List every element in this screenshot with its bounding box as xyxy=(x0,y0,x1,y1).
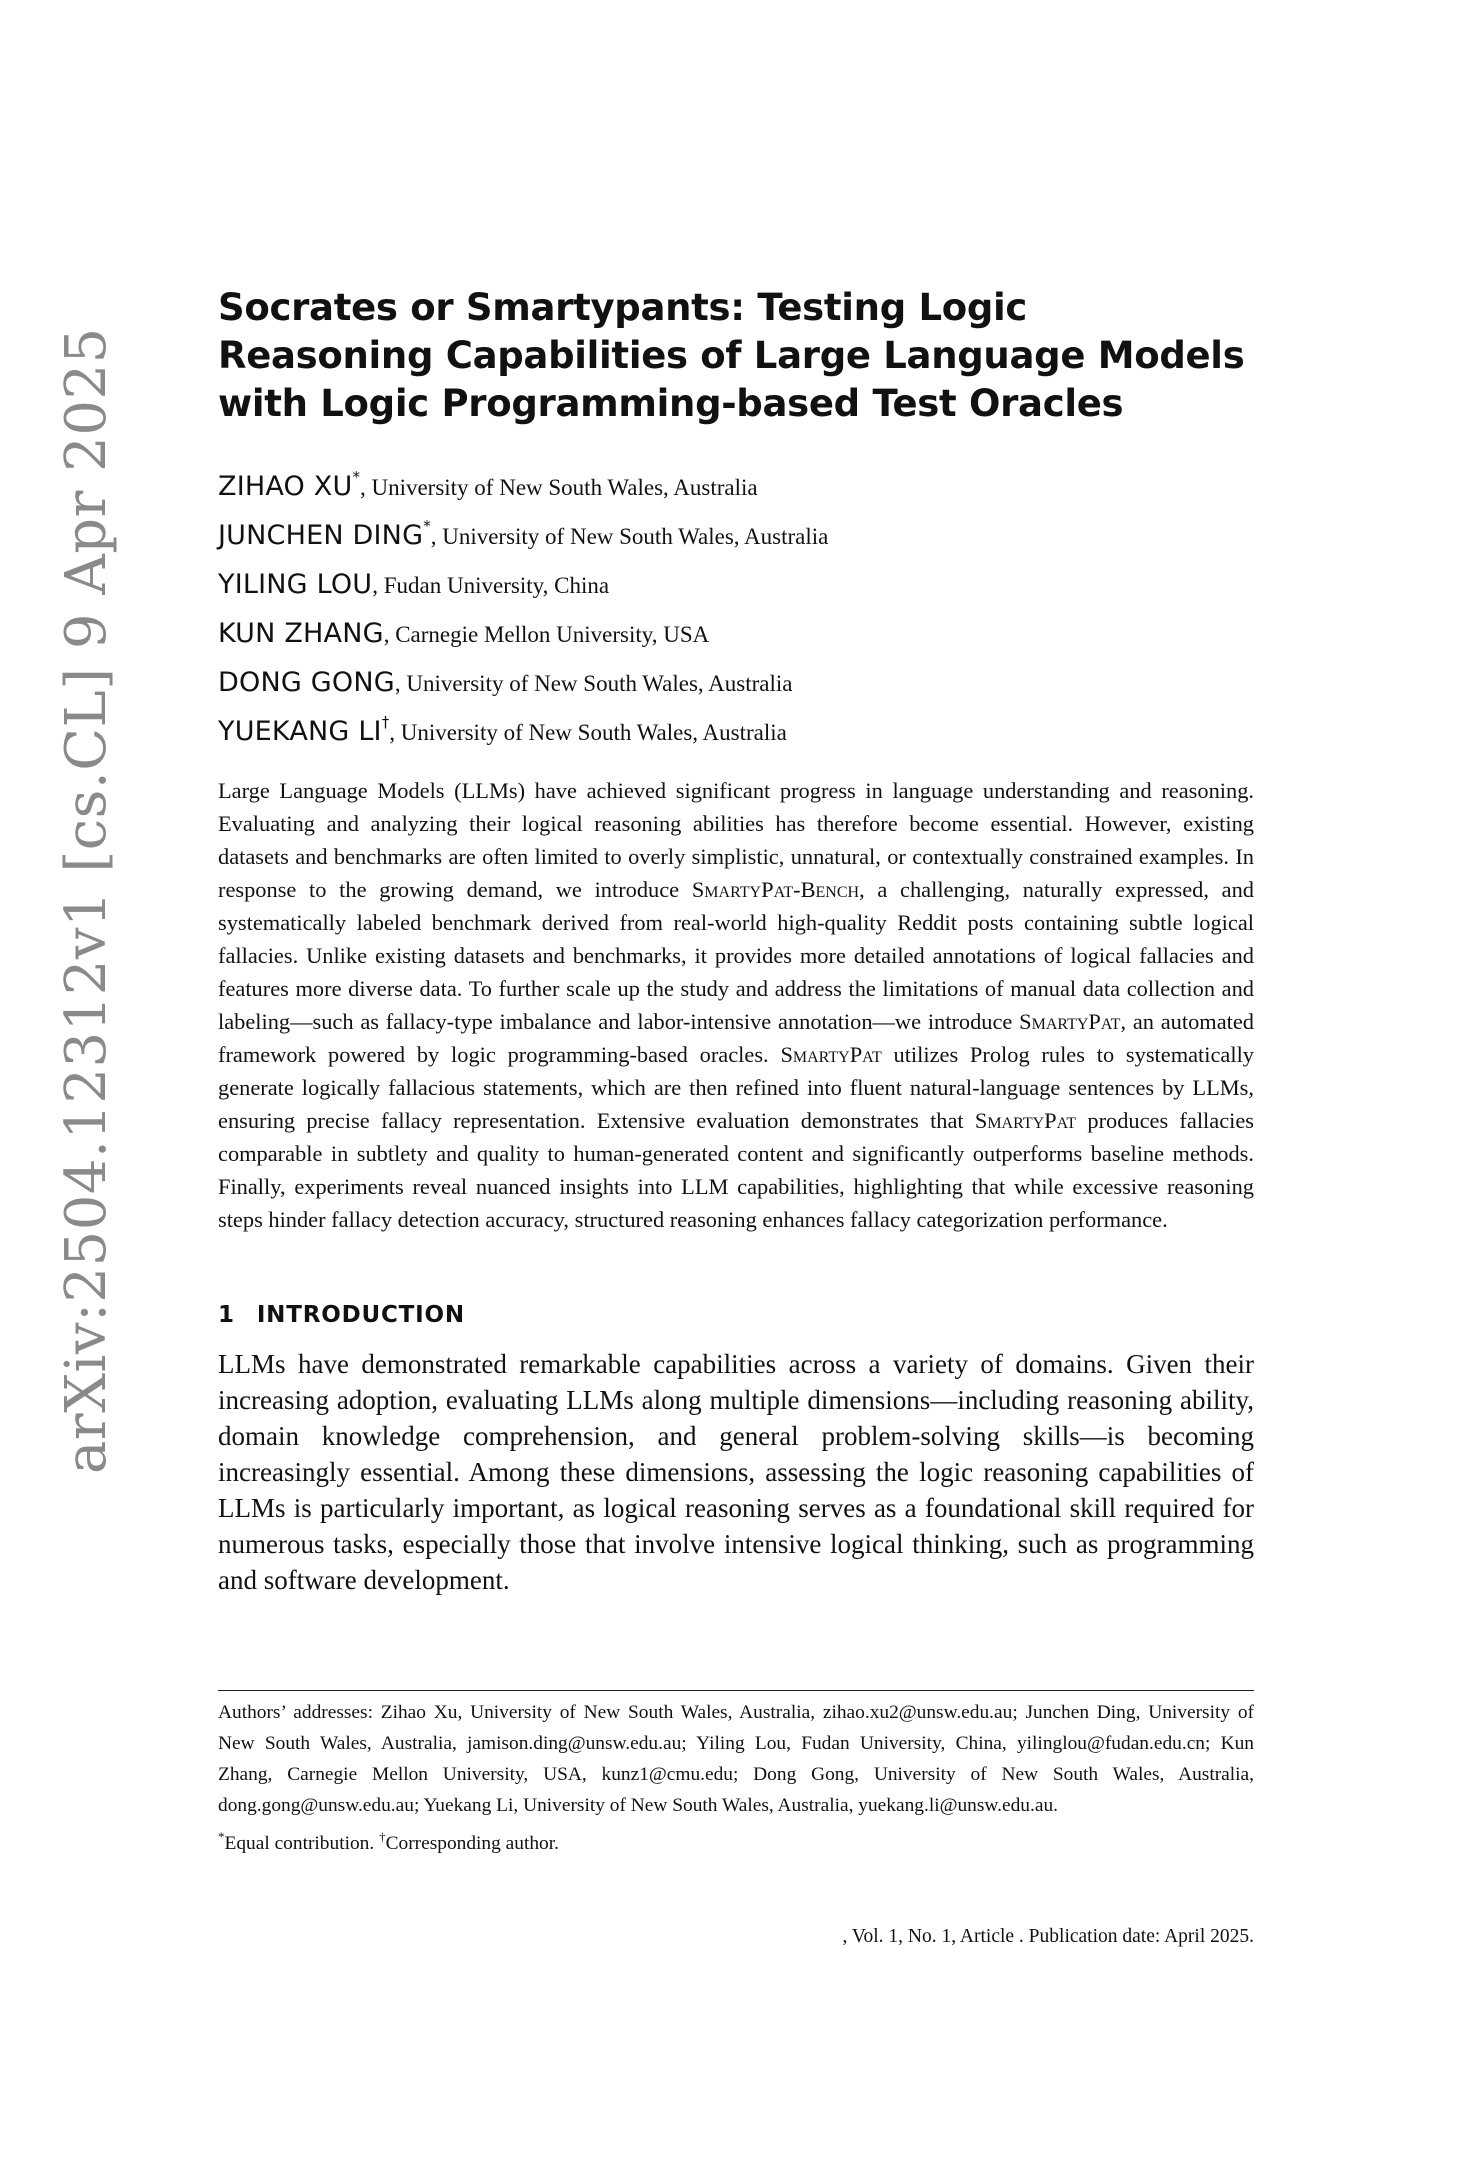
author-name: KUN ZHANG xyxy=(218,618,384,649)
section-title: INTRODUCTION xyxy=(256,1302,465,1328)
introduction xyxy=(218,1346,1254,1598)
author-name: ZIHAO XU xyxy=(218,471,353,502)
abstract-text: , a challenging, naturally expressed, and systematically labeled benchmark derived from real-world high-quality Reddit posts containing subtle logical fallacies. Unlike existing datasets and benchmarks, it provides more detailed annotations of logical fallacies and features more diverse data. To further scale up the study and address the limitations of manual data collection and labeling—such as fallacy-type imbalance and labor-intensive annotation—we introduce xyxy=(218,877,1254,1034)
author-addresses-footnote: Authors’ addresses: Zihao Xu, University of New South Wales, Australia, zihao.xu2@unsw.edu.au; Junchen Ding, University of New South Wales, Australia, jamison.ding@unsw.edu.au; Yiling Lou, Fudan University, China, yilinglou@fudan.edu.cn; Kun Zhang, Carnegie Mellon University, USA, kunz1@cmu.edu; Dong Gong, University of New South Wales, Australia, dong.gong@unsw.edu.au; Yuekang Li, University of New South Wales, Australia, yuekang.li@unsw.edu.au. xyxy=(218,1702,1254,1816)
author-entry xyxy=(218,654,1254,703)
equal-contribution-mark: * xyxy=(218,1829,225,1844)
corresponding-author-mark: † xyxy=(379,1829,386,1844)
author-list xyxy=(218,458,1254,752)
framework-name: SmartyPat xyxy=(780,1042,882,1067)
author-affiliation: , Fudan University, China xyxy=(372,573,610,598)
equal-contribution-text: Equal contribution. xyxy=(224,1833,380,1854)
author-affiliation: , University of New South Wales, Australia xyxy=(359,475,758,500)
footnotes xyxy=(218,1690,1254,1859)
abstract-text: , an automated framework powered by logic programming-based oracles. xyxy=(218,1009,1254,1067)
author-entry xyxy=(218,703,1254,752)
author-name: JUNCHEN DING xyxy=(218,520,424,551)
author-affiliation: , Carnegie Mellon University, USA xyxy=(383,622,710,647)
section-heading xyxy=(218,1300,1254,1330)
author-mark: † xyxy=(381,713,390,731)
benchmark-name: SmartyPat-Bench xyxy=(691,877,860,902)
abstract-text: utilizes Prolog rules to systematically generate logically fallacious statements, which are then refined into fluent natural-language sentences by LLMs, ensuring precise fallacy representation. Extensive evaluation demonstrates that xyxy=(218,1042,1255,1133)
arxiv-identifier: arXiv:2504.12312v1 [cs.CL] 9 Apr 2025 xyxy=(54,327,119,1474)
author-mark: * xyxy=(352,468,360,486)
author-name: DONG GONG xyxy=(218,667,395,698)
author-affiliation: , University of New South Wales, Australia xyxy=(430,524,829,549)
corresponding-author-text: Corresponding author. xyxy=(385,1833,559,1854)
abstract-text: Large Language Models (LLMs) have achieved significant progress in language understanding and reasoning. Evaluating and analyzing their logical reasoning abilities has therefore become essential. However, existing datasets and benchmarks are often limited to overly simplistic, unnatural, or contextually constrained examples. In response to the growing demand, we introduce xyxy=(218,778,1254,902)
abstract xyxy=(218,774,1254,1236)
author-entry xyxy=(218,556,1254,605)
author-name: YUEKANG LI xyxy=(218,716,382,747)
framework-name: SmartyPat xyxy=(1019,1009,1121,1034)
author-name: YILING LOU xyxy=(218,569,373,600)
paper-title: Socrates or Smartypants: Testing Logic Reasoning Capabilities of Large Language Models with Logic Programming-based Test Oracles xyxy=(218,286,1245,425)
author-affiliation: , University of New South Wales, Australia xyxy=(394,671,793,696)
framework-name: SmartyPat xyxy=(974,1108,1077,1133)
contribution-footnote xyxy=(218,1821,1254,1859)
author-mark: * xyxy=(423,517,431,535)
abstract-text: produces fallacies comparable in subtlety and quality to human-generated content and significantly outperforms baseline methods. Finally, experiments reveal nuanced insights into LLM capabilities, highlighting that while excessive reasoning steps hinder fallacy detection accuracy, structured reasoning enhances fallacy categorization performance. xyxy=(218,1108,1255,1232)
author-entry xyxy=(218,605,1254,654)
author-entry xyxy=(218,458,1254,507)
author-affiliation: , University of New South Wales, Australia xyxy=(389,720,787,745)
author-entry xyxy=(218,507,1254,556)
intro-paragraph: LLMs have demonstrated remarkable capabilities across a variety of domains. Given their increasing adoption, evaluating LLMs along multiple dimensions—including reasoning ability, domain knowledge comprehension, and general problem-solving skills—is becoming increasingly essential. Among these dimensions, assessing the logic reasoning capabilities of LLMs is particularly important, as logical reasoning serves as a foundational skill required for numerous tasks, especially those that involve intensive logical thinking, such as programming and software development. xyxy=(218,1349,1254,1595)
section-number: 1 xyxy=(218,1302,235,1328)
paper-body xyxy=(218,284,1254,1598)
abstract-paragraph xyxy=(218,774,1254,1236)
publication-info: , Vol. 1, No. 1, Article . Publication date: April 2025. xyxy=(842,1926,1254,1947)
